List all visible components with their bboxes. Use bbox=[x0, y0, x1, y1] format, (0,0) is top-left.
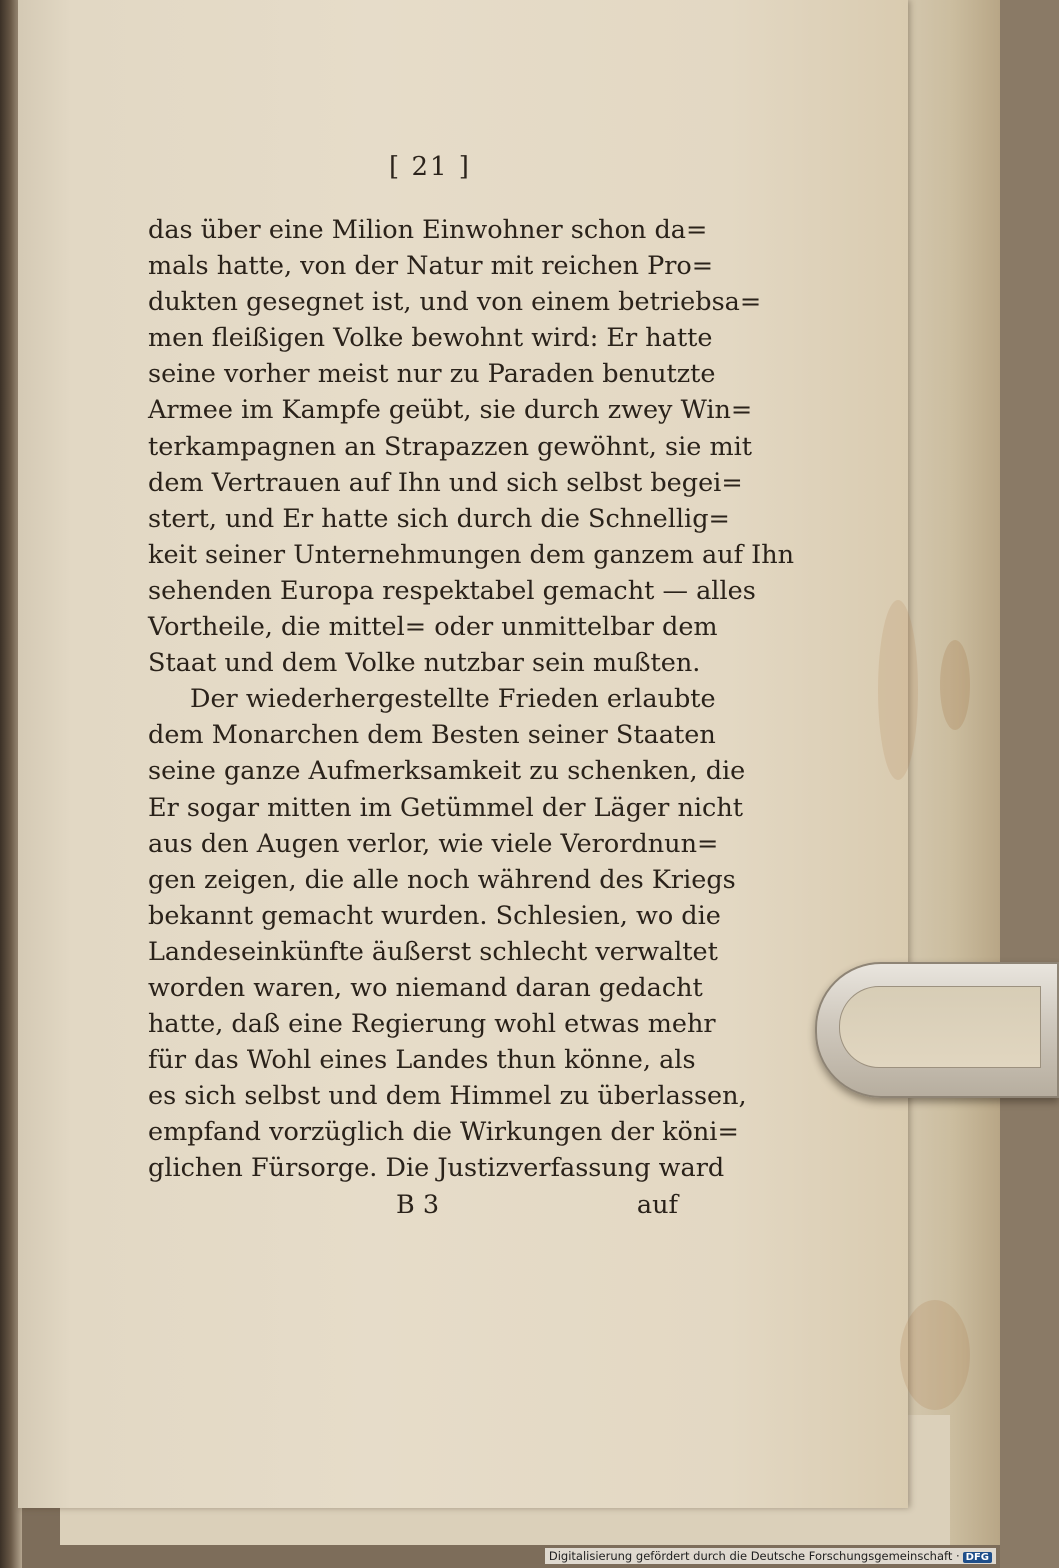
dfg-logo-icon: DFG bbox=[963, 1552, 992, 1563]
text-line: Landeseinkünfte äußerst schlecht verwaltet bbox=[148, 936, 718, 967]
text-line: terkampagnen an Strapazzen gewöhnt, sie mit bbox=[148, 431, 753, 462]
foxing-stain bbox=[940, 640, 970, 730]
text-line: aus den Augen verlor, wie viele Verordnun= bbox=[148, 828, 719, 859]
page-footer bbox=[148, 1190, 678, 1230]
text-line: das über eine Milion Einwohner schon da= bbox=[148, 215, 708, 245]
text-line: bekannt gemacht wurden. Schlesien, wo die bbox=[148, 900, 721, 931]
text-line: Vortheile, die mittel= oder unmittelbar dem bbox=[148, 612, 718, 643]
page-number-header: [ 21 ] bbox=[389, 152, 471, 182]
text-line: worden waren, wo niemand daran gedacht bbox=[148, 972, 703, 1003]
page-clip-holder bbox=[815, 962, 1059, 1098]
text-line: es sich selbst und dem Himmel zu überlassen, bbox=[148, 1081, 747, 1112]
digitization-credit bbox=[545, 1548, 996, 1564]
body-text bbox=[148, 212, 795, 1187]
text-line: dukten gesegnet ist, und von einem betriebsa= bbox=[148, 287, 762, 318]
catchword: auf bbox=[636, 1190, 678, 1220]
paragraph-end-line: Staat und dem Volke nutzbar sein mußten. bbox=[148, 648, 701, 679]
text-line: Er sogar mitten im Getümmel der Läger nicht bbox=[148, 792, 743, 823]
text-line: hatte, daß eine Regierung wohl etwas mehr bbox=[148, 1009, 716, 1040]
text-line: Armee im Kampfe geübt, sie durch zwey Win= bbox=[148, 395, 753, 426]
text-line: dem Monarchen dem Besten seiner Staaten bbox=[148, 720, 716, 751]
text-line: mals hatte, von der Natur mit reichen Pro= bbox=[148, 251, 714, 282]
paragraph-start-line: Der wiederhergestellte Frieden erlaubte bbox=[190, 684, 716, 715]
text-line: gen zeigen, die alle noch während des Kriegs bbox=[148, 864, 736, 895]
text-line: empfand vorzüglich die Wirkungen der köni= bbox=[148, 1117, 739, 1148]
page-clip-opening bbox=[839, 986, 1041, 1068]
foxing-stain bbox=[878, 600, 918, 780]
signature-mark: B 3 bbox=[396, 1190, 440, 1220]
text-line: men fleißigen Volke bewohnt wird: Er hatte bbox=[148, 323, 713, 354]
foxing-stain bbox=[900, 1300, 970, 1410]
credit-text: Digitalisierung gefördert durch die Deutsche Forschungsgemeinschaft · bbox=[548, 1549, 960, 1563]
text-line: seine ganze Aufmerksamkeit zu schenken, die bbox=[148, 756, 746, 787]
text-line: keit seiner Unternehmungen dem ganzem auf Ihn bbox=[148, 539, 795, 570]
text-line: für das Wohl eines Landes thun könne, als bbox=[148, 1045, 696, 1076]
text-line: dem Vertrauen auf Ihn und sich selbst begei= bbox=[148, 467, 743, 498]
text-line: glichen Fürsorge. Die Justizverfassung ward bbox=[148, 1153, 725, 1184]
text-line: stert, und Er hatte sich durch die Schnellig= bbox=[148, 503, 730, 534]
text-line: seine vorher meist nur zu Paraden benutzte bbox=[148, 359, 716, 390]
text-line: sehenden Europa respektabel gemacht — alles bbox=[148, 575, 756, 606]
